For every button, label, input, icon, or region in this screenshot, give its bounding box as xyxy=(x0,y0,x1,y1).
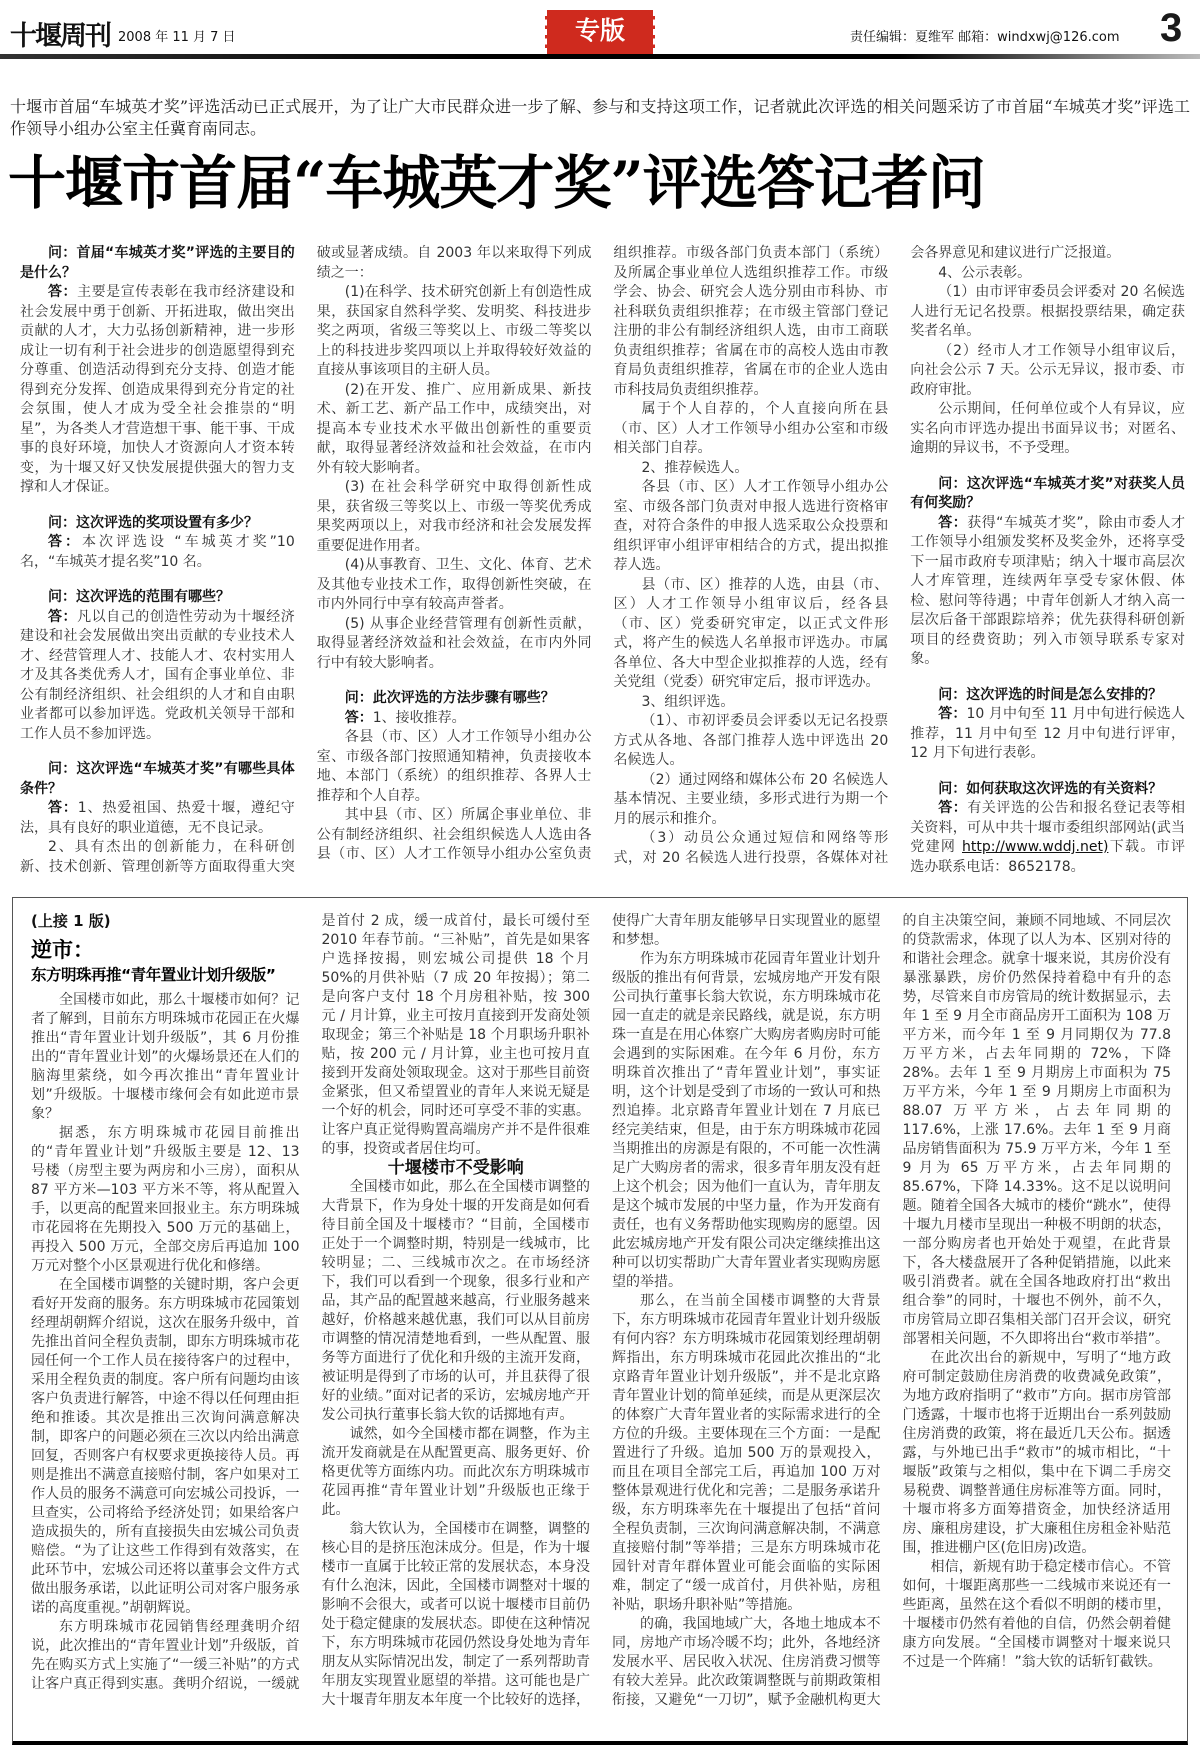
feature-paragraph: 诚然，如今全国楼市都在调整，作为主流开发商就是在从配置更高、服务更好、价格更优等方面练内功。而此次东方明珠城市花园再推“青年置业计划”升级版也正缘于此。 xyxy=(321,1426,590,1518)
feature-paragraph: 东方明珠城市花园销售经理龚明介绍说，此次推出的“青年置业计划”升级版，首先在购买方式上实施了“一缓三补贴”的方式让客户真正得到实惠。龚明介绍说，一缓就是首付 2 成，缓一成首付，最长可缓付至 2010 年春节前。“三补贴”，首先是如果客户选择按揭，则宏城公司提供 18 个月 50%的月供补贴（7 成 20 年按揭）；第二是向客户支付 18 个月房租补贴，按 300 元 / 月计算，业主可按月直接到开发商处领取现金；第三个补贴是 18 个月职场升职补贴，按 200 元 / 月计算，业主也可按月直接到开发商处领取现金。这对于那些目前资金紧张，但又希望置业的青年人来说无疑是一个好的机会，同时还可享受不菲的实惠。让客户真正觉得购置高端房产并不是件很难的事，投资或者居住均可。 xyxy=(31,913,590,1692)
answer-text: 获得“车城英才奖”，除由市委人才工作领导小组颁发奖杯及奖金外，还将享受下一届市政府专项津贴；纳入十堰市高层次人才库管理，连续两年享受专家休假、体检、慰问等待遇；中青年创新人才纳入高一层次后备干部跟踪培养；优先获得科研创新项目的经费资助；列入市领导联系专家对象。 xyxy=(910,514,1185,667)
answer-paragraph xyxy=(910,342,1185,401)
answer-label: 答： xyxy=(938,706,967,722)
feature-paragraph: 那么，在当前全国楼市调整的大背景下，东方明珠城市花园青年置业计划升级版有何内容？东方明珠城市花园策划经理胡朝辉指出，东方明珠城市花园此次推出的“北京路青年置业计划升级版”，并不是北京路青年置业计划的简单延续，而是从更深层次的体察广大青年置业者的实际需求进行的全方位的升级。主要体现在三个方面：一是配置进行了升级。追加 500 万的景观投入，而且在项目全部完工后，再追加 100 万对整体景观进行优化和完善；二是服务承诺升级，东方明珠率先在十堰提出了包括“首问全程负责制，三次询问满意解决制，不满意直接赔付制”等举措；三是东方明珠城市花园针对青年群体置业可能会面临的实际困难，制定了“缓一成首付，月供补贴，房租补贴，职场升职补贴”等措施。 xyxy=(612,1293,881,1613)
question: 问：此次评选的方法步骤有哪些？ xyxy=(344,690,555,706)
qa-article-body xyxy=(20,244,1185,877)
answer-text: 4、公示表彰。 xyxy=(938,264,1032,281)
answer-text: 10 月中旬至 11 月中旬进行候选人推荐，11 月中旬至 12 月中旬进行评审，12 月下旬进行表彰。 xyxy=(910,706,1186,761)
answer-text: (5) 从事企业经营管理有创新性贡献，取得显著经济效益和社会效益，在市内外同行中有较大影响者。 xyxy=(316,615,592,671)
section-badge: 专版 xyxy=(545,10,655,54)
answer xyxy=(20,533,295,572)
answer-paragraph xyxy=(317,556,592,615)
feature-subhead: 十堰楼市不受影响 xyxy=(387,1158,524,1178)
answer-text: (3) 在社会科学研究中取得创新性成果，获省级三等奖以上、市级一等奖优秀成果奖两项以上，对我市经济和社会发展发挥重要促进作用者。 xyxy=(316,479,592,554)
article-headline: 十堰市首届“车城英才奖”评选答记者问 xyxy=(8,149,985,217)
answer-text: 各县（市、区）人才工作领导小组办公室、市级各部门负责对申报人选进行资格审查，对符合条件的申报人选采取公众投票和组织评审小组评审相结合的方式，提出拟推荐人选。 xyxy=(613,479,889,573)
answer xyxy=(910,514,1185,670)
answer-text: (4)从事教育、卫生、文化、体育、艺术及其他专业技术工作，取得创新性突破，在市内外同行中享有较高声誉者。 xyxy=(316,557,592,612)
answer-text: 1、接收推荐。 xyxy=(372,709,466,726)
answer-paragraph xyxy=(910,283,1185,342)
answer-text: 本次评选设 “车城英才奖”10 名，“车城英才提名奖”10 名。 xyxy=(20,534,295,570)
answer-text: 1、热爱祖国、热爱十堰，遵纪守法，具有良好的职业道德，无不良记录。 xyxy=(20,800,295,836)
answer-label: 答： xyxy=(938,800,968,816)
answer-text-tail: 下载。市评选办联系电话：8652178。 xyxy=(910,839,1186,875)
answer-paragraph xyxy=(614,712,889,771)
answer-text: 2、具有杰出的创新能力，在科研创新、技术创新、管理创新等方面取得重大突破或显著成绩。自 2003 年以来取得下列成绩之一： xyxy=(20,245,592,875)
feature-paragraph: 据悉，东方明珠城市花园目前推出的“青年置业计划”升级版主要是 12、13 号楼（房型主要为两房和小三房），面积从 87 平方米—103 平方米不等，将从配置入手，以更高的配置来回报业主。东方明珠城市花园将在先期投入 500 万元的基础上，再投入 500 万元，全部交房后再追加 100 万元对整个小区景观进行优化和修缮。 xyxy=(31,1125,300,1274)
feature-paragraph: 翁大钦认为，全国楼市在调整，调整的核心目的是挤压泡沫成分。但是，作为十堰楼市一直属于比较正常的发展状态，本身没有什么泡沫，因此，全国楼市调整对十堰的影响不会很大，或者可以说十堰楼市目前仍处于稳定健康的发展状态。即使在这种情况下，东方明珠城市花园仍然设身处地为青年朋友从实际情况出发，制定了一系列帮助青年朋友实现置业愿望的举措。这可能也是广大十堰青年朋友本年度一个比较好的选择，使得广大青年朋友能够早日实现置业的愿望和梦想。 xyxy=(321,913,881,1708)
answer-label: 答： xyxy=(48,800,78,816)
feature-article-body xyxy=(31,912,1171,1710)
feature-paragraph: 全国楼市如此，那么在全国楼市调整的大背景下，作为身处十堰的开发商是如何看待目前全国及十堰楼市？“目前，全国楼市正处于一个调整时期，特别是一线城市，比较明显；二、三线城市次之。在市场经济下，我们可以看到一个现象，很多行业和产品，其产品的配置越来越高，行业服务越来越好，价格越来越优惠，我们可以从目前房市调整的情况清楚地看到，一些从配置、服务等方面进行了优化和升级的主流开发商，被证明是得到了市场的认可，并且获得了很好的业绩。”面对记者的采访，宏城房地产开发公司执行董事长翁大钦的话掷地有声。 xyxy=(321,1179,590,1423)
answer xyxy=(20,608,295,745)
answer-paragraph xyxy=(317,728,592,806)
masthead-rule xyxy=(0,54,1200,59)
answer-text: （1）、市初评委员会评委以无记名投票方式从各地、各部门推荐人选中评选出 20 名候选人。 xyxy=(613,713,889,768)
answer xyxy=(20,283,295,498)
answer-text: 有关评选的公告和报名登记表等相关资料，可从中共十堰市委组织部网站(武当党建网 xyxy=(910,800,1185,855)
answer-label: 答： xyxy=(344,709,373,726)
answer-paragraph xyxy=(614,459,889,479)
article-intro: 十堰市首届“车城英才奖”评选活动已正式展开，为了让广大市民群众进一步了解、参与和支持这项工作，记者就此次评选的相关问题采访了市首届“车城英才奖”评选工作领导小组办公室主任冀育南同志。 xyxy=(10,97,1190,138)
answer-text: 属于个人自荐的，个人直接向所在县（市、区）人才工作领导小组办公室和市级相关部门自荐。 xyxy=(613,401,889,456)
answer-paragraph xyxy=(910,264,1185,284)
question: 问：这次评选的范围有哪些？ xyxy=(48,589,230,605)
answer-paragraph xyxy=(614,400,889,459)
answer-text: 公示期间，任何单位或个人有异议，应实名向市评选办提出书面异议书；对匿名、逾期的异议书，不予受理。 xyxy=(910,401,1185,456)
feature-paragraph: 相信，新规有助于稳定楼市信心。不管如何，十堰距离那些一二线城市来说还有一些距离，虽然在这个看似不明朗的楼市里，十堰楼市仍然有着他的自信，仍然会朝着健康方向发展。“全国楼市调整对十堰来说只不过是一个阵痛！”翁大钦的话斩钉截铁。 xyxy=(902,1559,1171,1670)
feature-title-kicker: 逆市： xyxy=(31,938,94,962)
answer-text: 各县（市、区）人才工作领导小组办公室、市级各部门按照通知精神，负责接收本地、本部门（系统）的组织推荐、各界人士推荐和个人自荐。 xyxy=(316,729,592,804)
answer-paragraph xyxy=(614,693,889,713)
answer xyxy=(317,709,592,729)
answer-paragraph xyxy=(317,283,592,381)
answer-text: 县（市、区）推荐的人选，由县（市、区）人才工作领导小组审议后，经各县（市、区）党委研究审定，以正式文件形式，将产生的候选人名单报市评选办。市属各单位、各大中型企业拟推荐的人选，经有关党组（党委）研究审定后，报市评选办。 xyxy=(613,576,889,690)
website-link[interactable]: http://www.wddj.net) xyxy=(962,839,1109,855)
continued-from-label: (上接 1 版) xyxy=(31,912,111,930)
feature-paragraph: 作为东方明珠城市花园青年置业计划升级版的推出有何背景，宏城房地产开发有限公司执行董事长翁大钦说，东方明珠城市花园一直走的就是亲民路线，就是说，东方明珠一直是在用心体察广大购房者购房时可能会遇到的实际困难。在今年 6 月份，东方明珠首次推出了“青年置业计划”，事实证明，这个计划是受到了市场的一致认可和热烈追捧。北京路青年置业计划在 7 月底已经完美结束，但是，由于东方明珠城市花园当期推出的房源是有限的，不可能一次性满足广大购房者的需求，很多青年朋友没有赶上这个机会；因为他们一直认为，青年朋友是这个城市发展的中坚力量，作为开发商有责任，也有义务帮助他实现购房的愿望。因此宏城房地产开发有限公司决定继续推出这种可以切实帮助广大青年置业者实现购房愿望的举措。 xyxy=(612,951,881,1290)
answer-paragraph xyxy=(317,615,592,674)
answer xyxy=(910,705,1185,764)
answer-text: （2）经市人才工作领导小组审议后，向社会公示 7 天。公示无异议，报市委、市政府审批。 xyxy=(910,342,1185,398)
answer-label: 答： xyxy=(938,514,968,531)
answer-text: 其中县（市、区）所属企事业单位、非公有制经济组织、社会组织候选人人选由各县（市、区）人才工作领导小组办公室负责组织推荐。市级各部门负责本部门（系统）及所属企事业单位人选组织推荐工作。市级学会、协会、研究会人选分别由市科协、市社科联负责组织推荐；在市级主管部门登记注册的非公有制经济组织人选，由市工商联负责组织推荐；省属在市的高校人选由市教育局负责组织推荐，省属在市的企业人选由市科技局负责组织推荐。 xyxy=(316,245,889,862)
feature-paragraph: 在此次出台的新规中，写明了“地方政府可制定鼓励住房消费的收费减免政策”，为地方政府指明了“救市”方向。据市房管部门透露，十堰市也将于近期出台一系列鼓励住房消费的政策，将在最近几天公布。据透露，与外地已出手“救市”的城市相比，“十堰版”政策与之相似，集中在下调二手房交易税费、调整普通住房标准等方面。同时，十堰市将多方面筹措资金，加快经济适用房、廉租房建设，扩大廉租住房租金补贴范围，推进棚户区(危旧房)改造。 xyxy=(902,1350,1171,1556)
answer-paragraph xyxy=(910,400,1185,459)
answer-text: （1）由市评审委员会评委对 20 名候选人进行无记名投票。根据投票结果，确定获奖者名单。 xyxy=(910,284,1185,339)
page-number: 3 xyxy=(1160,6,1183,50)
answer-text: (2)在开发、推广、应用新成果、新技术、新工艺、新产品工作中，成绩突出，对提高本专业技术水平做出创新性的重要贡献，取得显著经济效益和社会效益，在市内外有较大影响者。 xyxy=(316,381,592,476)
answer-text: （2）通过网络和媒体公布 20 名候选人基本情况、主要业绩，多形式进行为期一个月的展示和推介。 xyxy=(613,771,889,827)
answer-label: 答： xyxy=(48,608,78,625)
feature-title: 东方明珠再推“青年置业计划升级版” xyxy=(31,966,276,984)
answer-label: 答： xyxy=(48,534,82,550)
feature-paragraph: 在全国楼市调整的关键时期，客户会更看好开发商的服务。东方明珠城市花园策划经理胡朝辉介绍说，这次在服务升级中，首先推出首问全程负责制，即东方明珠城市花园任何一个工作人员在接待客户的过程中，采用全程负责的制度。客户所有问题均由该客户负责进行解答，中途不得以任何理由拒绝和推诿。其次是推出三次询问满意解决制，即客户的问题必须在三次以内给出满意回复，否则客户有权要求更换接待人员。再则是推出不满意直接赔付制，客户如果对工作人员的服务不满意可向宏城公司投诉，一旦查实，公司将给予经济处罚；如果给客户造成损失的，所有直接损失由宏城公司负责赔偿。“为了让这些工作得到有效落实，在此环节中，宏城公司还将以董事会文件方式做出服务承诺，以此证明公司对客户服务承诺的高度重视。”胡朝辉说。 xyxy=(31,1277,300,1616)
answer-paragraph xyxy=(614,478,889,576)
question: 问：如何获取这次评选的有关资料？ xyxy=(938,780,1163,797)
feature-article xyxy=(12,897,1188,1745)
answer-text: 3、组织评选。 xyxy=(641,693,735,710)
feature-paragraph: 全国楼市如此，那么十堰楼市如何？记者了解到，目前东方明珠城市花园正在火爆推出“青年置业计划升级版”，其 6 月份推出的“青年置业计划”的火爆场景还在人们的脑海里萦绕，如今再次推出“青年置业计划”升级版。十堰楼市缘何会有如此逆市景象？ xyxy=(31,992,300,1122)
question: 问：这次评选“车城英才奖”有哪些具体条件？ xyxy=(20,761,295,797)
answer-text: 主要是宣传表彰在我市经济建设和社会发展中勇于创新、开拓进取，做出突出贡献的人才，大力弘扬创新精神，进一步形成让一切有利于社会进步的创造愿望得到充分尊重、创造活动得到充分支持、创造才能得到充分发挥、创造成果得到充分肯定的社会氛围，使人才成为受全社会推崇的“明星”，为各类人才营造想干事、能干事、干成事的良好环境，加快人才资源向人才资本转变，为十堰又好又快发展提供强大的智力支撑和人才保证。 xyxy=(20,284,295,495)
answer-paragraph xyxy=(317,381,592,479)
feature-paragraph: 的确，我国地域广大，各地土地成本不同，房地产市场冷暖不均；此外，各地经济发展水平、居民收入状况、住房消费习惯等有较大差异。此次政策调整既与前期政策相衔接，又避免“一刀切”，赋予金融机构更大的自主决策空间，兼顾不同地域、不同层次的贷款需求，体现了以人为本、区别对待的和谐社会理念。就拿十堰来说，其房价没有暴涨暴跌，房价仍然保持着稳中有升的态势，尽管来自市房管局的统计数据显示，去年 1 至 9 月全市商品房开工面积为 108 万平方米，而今年 1 至 9 月同期仅为 77.8 万平方米，占去年同期的 72%，下降 28%。去年 1 至 9 月期房上市面积为 75 万平方米，今年 1 至 9 月期房上市面积为 88.07 万平方米，占去年同期的 117.6%，上涨 17.6%。去年 1 至 9 月商品房销售面积为 75.9 万平方米，今年 1 至 9 月为 65 万平方米，占去年同期的 85.67%，下降 14.33%。这不足以说明问题。随着全国各大城市的楼价“跳水”，使得十堰九月楼市呈现出一种极不明朗的状态，一部分购房者也开始处于观望，在此背景下，各大楼盘展开了各种促销措施，以此来吸引消费者。就在全国各地政府打出“救出组合拳”的同时，十堰也不例外，前不久，市房管局立即召集相关部门召开会议，研究部署相关问题，不久即将出台“救市举措”。 xyxy=(612,913,1171,1708)
answer-paragraph xyxy=(614,771,889,830)
answer-text: （3）动员公众通过短信和网络等形式，对 20 名候选人进行投票，各媒体对社会各界意见和建议进行广泛报道。 xyxy=(613,245,1121,866)
answer xyxy=(910,799,1185,877)
question: 问：这次评选的时间是怎么安排的？ xyxy=(938,686,1163,703)
newspaper-logo: 十堰周刊 xyxy=(10,21,110,52)
question: 问：这次评选的奖项设置有多少？ xyxy=(48,514,258,531)
answer-paragraph xyxy=(317,478,592,556)
editor-info: 责任编辑：夏维军 邮箱：windxwj@126.com xyxy=(850,30,1120,45)
issue-date: 2008 年 11 月 7 日 xyxy=(118,30,236,45)
answer-text: 凡以自己的创造性劳动为十堰经济建设和社会发展做出突出贡献的专业技术人才、经营管理人才、技能人才、农村实用人才及其各类优秀人才，国有企事业单位、非公有制经济组织、社会组织的人才和自由职业者都可以参加评选。党政机关领导干部和工作人员不参加评选。 xyxy=(20,608,295,742)
answer xyxy=(20,799,295,838)
answer-text: (1)在科学、技术研究创新上有创造性成果，获国家自然科学奖、发明奖、科技进步奖之两项，省级三等奖以上、市级二等奖以上的科技进步奖四项以上并取得较好效益的直接从事该项目的主研人员。 xyxy=(316,284,592,378)
answer-paragraph xyxy=(614,576,889,693)
masthead xyxy=(0,0,1200,60)
answer-text: 2、推荐候选人。 xyxy=(641,459,749,476)
question: 问：首届“车城英才奖”评选的主要目的是什么？ xyxy=(20,245,295,281)
answer-label: 答： xyxy=(48,284,78,300)
question: 问：这次评选“车城英才奖”对获奖人员有何奖励？ xyxy=(910,475,1185,511)
